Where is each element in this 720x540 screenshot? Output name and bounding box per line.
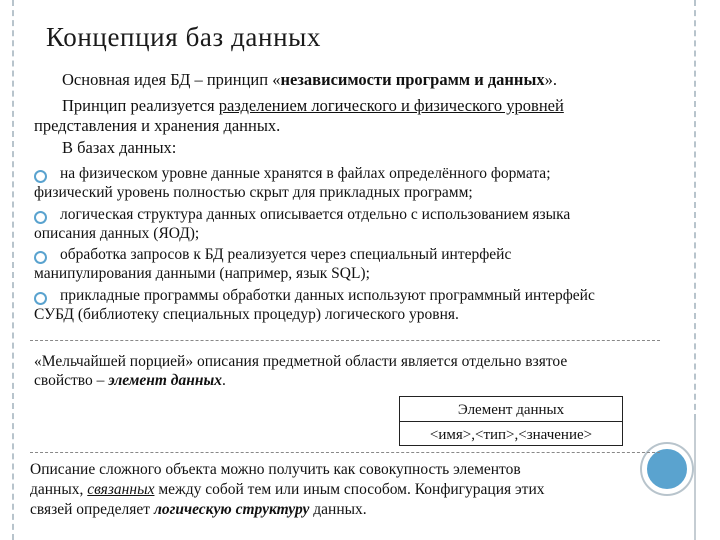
bullet-1-line-2: физический уровень полностью скрыт для прикладных программ; xyxy=(34,184,473,201)
data-element-box xyxy=(399,396,623,446)
bullet-4-line-1: прикладные программы обработки данных используют программный интерфейс xyxy=(60,287,595,304)
bullet-ring-icon xyxy=(34,170,47,183)
data-element-term: элемент данных xyxy=(108,372,222,389)
bullet-2-line-1: логическая структура данных описывается отдельно с использованием языка xyxy=(60,206,571,223)
bullet-3-line-2: манипулирования данными (например, язык SQL); xyxy=(34,265,370,282)
divider xyxy=(30,340,660,341)
bullet-ring-icon xyxy=(34,292,47,305)
complex-para-line-2: данных, связанных между собой тем или иным способом. Конфигурация этих xyxy=(30,481,545,498)
slide-left-border xyxy=(12,0,14,540)
data-element-box-divider xyxy=(400,421,622,422)
element-para-line-2: свойство – элемент данных. xyxy=(34,372,226,389)
data-element-box-title: Элемент данных xyxy=(457,402,565,418)
data-element-box-format: <имя>,<тип>,<значение> xyxy=(429,427,593,443)
bullet-ring-icon xyxy=(34,251,47,264)
bullet-2-line-2: описания данных (ЯОД); xyxy=(34,225,200,242)
intro-line-2: Принцип реализуется разделением логического и физического уровней xyxy=(62,96,564,115)
divider xyxy=(30,452,660,453)
element-para-line-1: «Мельчайшей порцией» описания предметной области является отдельно взятое xyxy=(34,353,568,370)
bullet-1-line-1: на физическом уровне данные хранятся в файлах определённого формата; xyxy=(60,165,551,182)
logical-structure-term: логическую структуру xyxy=(153,501,310,518)
complex-para-line-3: связей определяет логическую структуру данных. xyxy=(30,501,367,518)
bullet-3-line-1: обработка запросов к БД реализуется через специальный интерфейс xyxy=(60,246,512,263)
independence-term: независимости программ и данных xyxy=(280,70,545,89)
slide-right-border xyxy=(694,0,696,420)
separation-term: разделением логического и физического уровней xyxy=(218,96,564,115)
intro-line-1: Основная идея БД – принцип «независимости программ и данных». xyxy=(62,70,557,89)
bullet-4-line-2: СУБД (библиотеку специальных процедур) логического уровня. xyxy=(34,306,459,323)
intro-line-3: представления и хранения данных. xyxy=(34,116,281,135)
linked-term: связанных xyxy=(87,481,155,498)
complex-para-line-1: Описание сложного объекта можно получить как совокупность элементов xyxy=(30,461,521,478)
intro-line-4: В базах данных: xyxy=(62,138,177,157)
slide-right-border-solid xyxy=(694,420,696,540)
bullet-ring-icon xyxy=(34,211,47,224)
slide-title: Концепция баз данных xyxy=(46,22,321,52)
